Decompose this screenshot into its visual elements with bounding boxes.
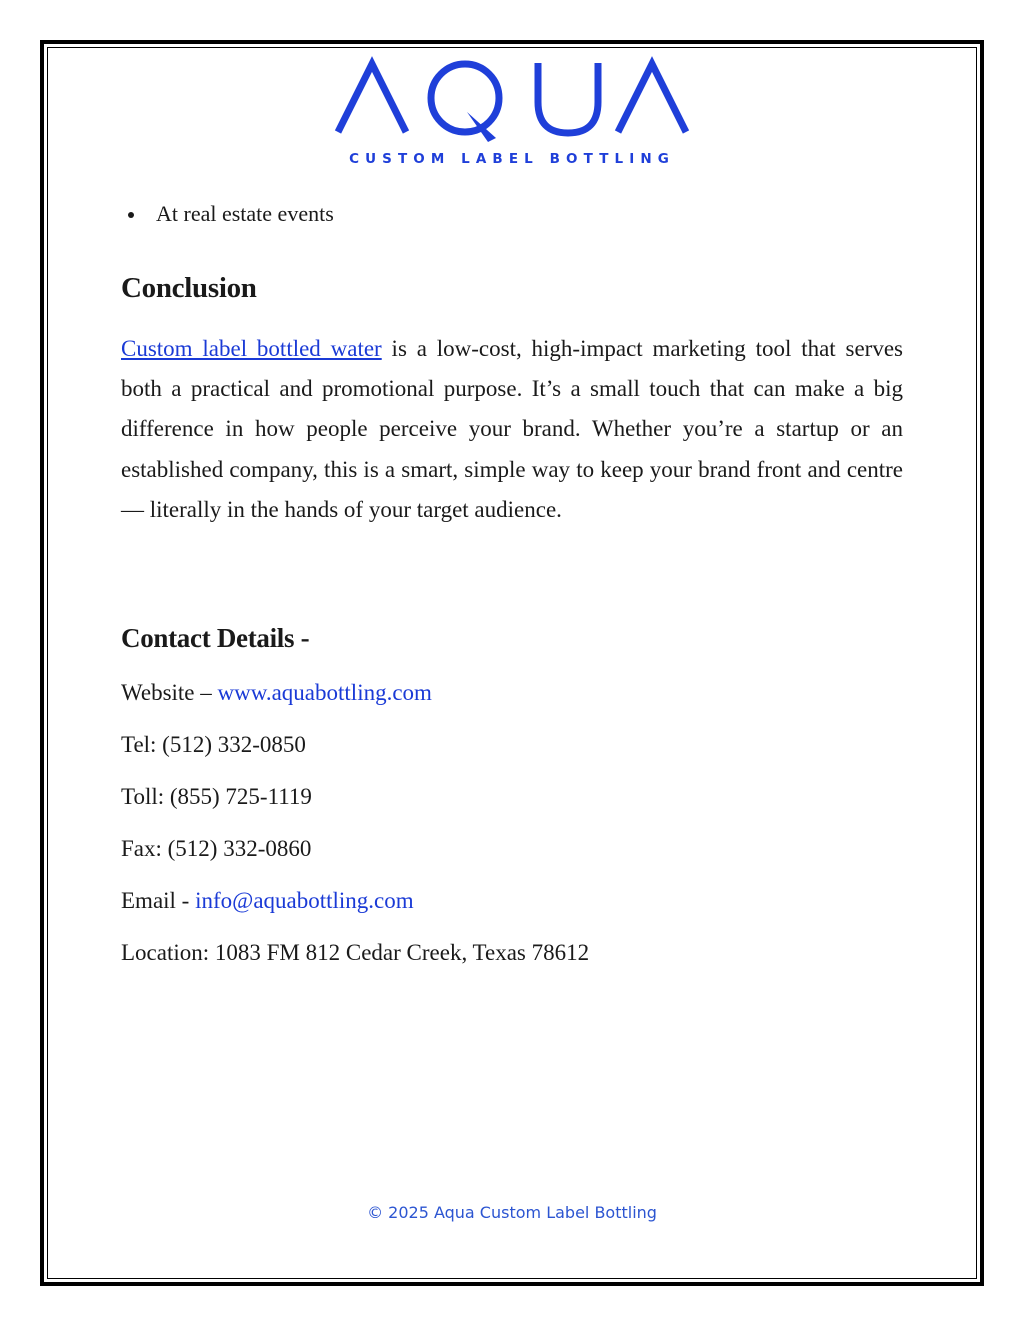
email-label: Email - (121, 888, 196, 913)
website-link[interactable]: www.aquabottling.com (217, 680, 432, 705)
tel-line: Tel: (512) 332-0850 (121, 732, 306, 757)
conclusion-heading: Conclusion (121, 272, 257, 304)
list-item (128, 200, 334, 228)
bullet-icon (128, 212, 134, 218)
contact-heading-title: Contact Details (121, 623, 295, 653)
website-line (121, 678, 432, 708)
fax-line: Fax: (512) 332-0860 (121, 836, 312, 861)
conclusion-body: is a low-cost, high-impact marketing tool that serves both a practical and promotional purpose. It’s a small touch that can make a big difference in how people perceive your brand. Whether you’re a startup or an established company, this is a smart, simple way to keep your brand front and centre — literally in the hands of your target audience. (121, 336, 903, 522)
logo-tagline: CUSTOM LABEL BOTTLING (349, 151, 675, 166)
contact-heading (121, 618, 309, 658)
aqua-logo (330, 56, 695, 166)
custom-label-link[interactable]: Custom label bottled water (121, 336, 382, 361)
page-border-inner (47, 47, 977, 1279)
location-line: Location: 1083 FM 812 Cedar Creek, Texas 78612 (121, 940, 590, 965)
email-link[interactable]: info@aquabottling.com (195, 888, 414, 913)
footer-copyright: © 2025 Aqua Custom Label Bottling (367, 1203, 657, 1222)
email-line (121, 886, 414, 916)
contact-heading-suffix: - (294, 623, 310, 653)
website-label: Website – (121, 680, 218, 705)
list-item-text: At real estate events (156, 201, 334, 226)
toll-line: Toll: (855) 725-1119 (121, 784, 312, 809)
conclusion-paragraph (121, 329, 903, 530)
